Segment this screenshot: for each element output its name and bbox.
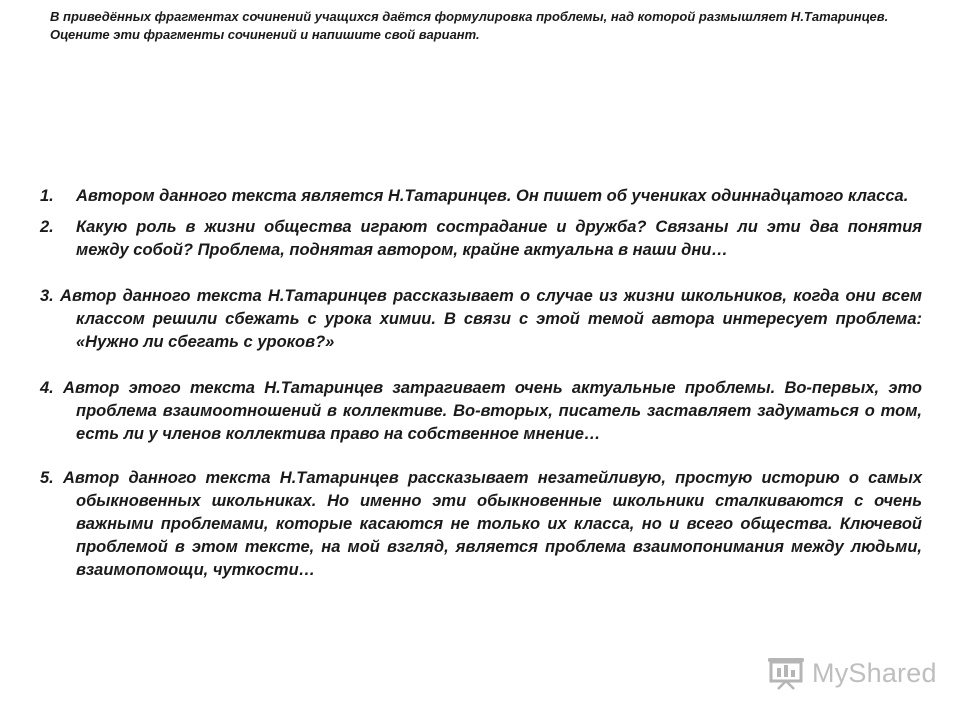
projector-screen-icon [766, 656, 806, 690]
fragment-item [40, 377, 922, 446]
fragment-number: 4. [40, 379, 64, 397]
fragment-item [40, 185, 922, 208]
fragment-text: Автор этого текста Н.Татаринцев затрагивает очень актуальные проблемы. Во-первых, это проблема взаимоотношений в коллективе. Во-вторых, писатель заставляет задуматься о том, есть ли у членов коллектива право на собственное мнение… [63, 379, 922, 443]
fragment-text: Автор данного текста Н.Татаринцев рассказывает о случае из жизни школьников, когда они всем классом решили сбежать с урока химии. В связи с этой темой автора интересует проблема: «Нужно ли сбегать с уроков?» [60, 287, 922, 351]
myshared-watermark[interactable] [766, 656, 937, 690]
watermark-text: MyShared [812, 657, 937, 688]
instructions-line-2: Оцените эти фрагменты сочинений и напишите свой вариант. [50, 27, 480, 42]
fragment-number: 2. [40, 218, 54, 236]
fragment-item [40, 216, 922, 262]
instructions [10, 8, 938, 44]
fragments-list [40, 185, 922, 582]
instructions-line-1: В приведённых фрагментах сочинений учащихся даётся формулировка проблемы, над которой размышляет Н.Татаринцев. [50, 9, 889, 24]
fragment-number: 1. [40, 187, 54, 205]
fragment-text: Автор данного текста Н.Татаринцев рассказывает незатейливую, простую историю о самых обыкновенных школьниках. Но именно эти обыкновенные школьники сталкиваются с очень важными проблемами, которые касаются не только их класса, но и всего общества. Ключевой проблемой в этом тексте, на мой взгляд, является проблема взаимопонимания между людьми, взаимопомощи, чуткости… [62, 469, 922, 579]
fragment-number: 3. [40, 287, 61, 305]
fragment-text: Какую роль в жизни общества играют сострадание и дружба? Связаны ли эти два понятия между собой? Проблема, поднятая автором, крайне актуальна в наши дни… [76, 218, 922, 259]
fragment-text: Автором данного текста является Н.Татаринцев. Он пишет об учениках одиннадцатого класса. [76, 187, 909, 205]
fragment-number: 5. [40, 469, 63, 487]
fragment-item [40, 467, 922, 582]
fragment-item [40, 285, 922, 354]
